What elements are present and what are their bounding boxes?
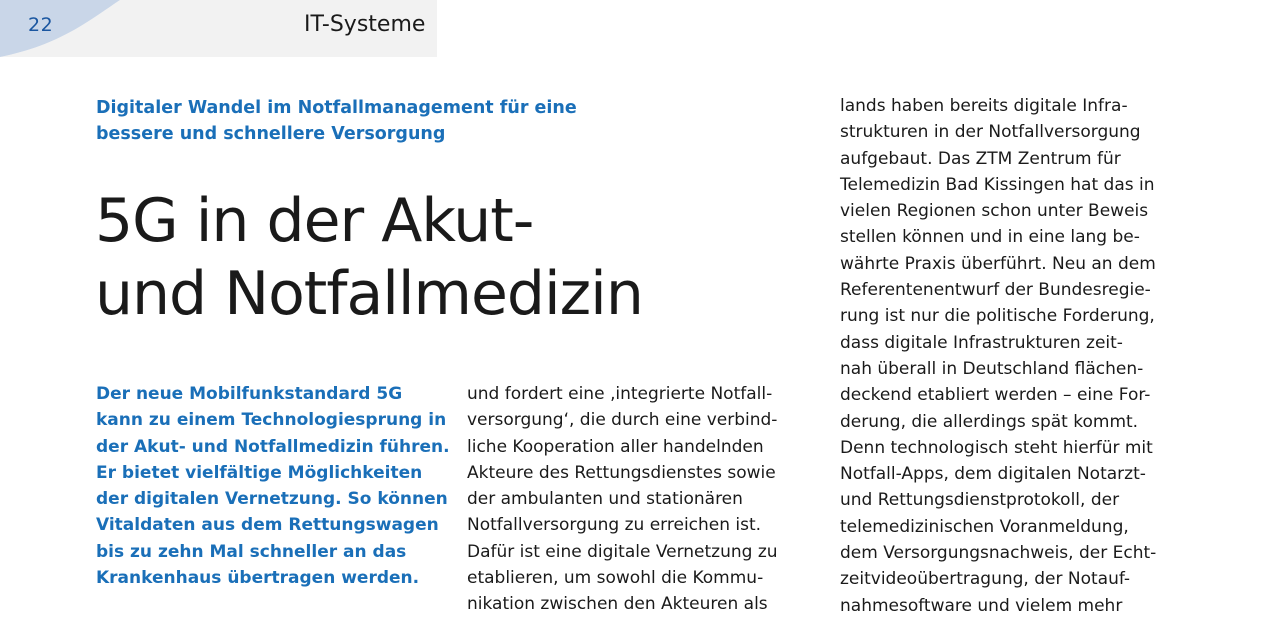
body-line: Akteure des Rettungsdienstes sowie	[467, 462, 776, 483]
body-line: dem Versorgungsnachweis, der Echt-	[840, 543, 1157, 564]
article-kicker	[96, 95, 616, 147]
kicker-line: bessere und schnellere Versorgung	[96, 124, 446, 144]
body-line: Notfallversorgung zu erreichen ist.	[467, 515, 762, 536]
body-line: versorgung‘, die durch eine verbind-	[467, 410, 778, 431]
body-line: stellen können und in eine lang be-	[840, 227, 1140, 248]
body-line: deckend etabliert werden – eine For-	[840, 385, 1151, 406]
body-line: Notfall-Apps, dem digitalen Notarzt-	[840, 464, 1146, 485]
lead-line: der Akut- und Notfallmedizin führen.	[96, 436, 450, 457]
body-line: Referentenentwurf der Bundesregie-	[840, 280, 1151, 301]
body-line: zeitvideoübertragung, der Notauf-	[840, 569, 1131, 590]
headline-line: und Notfallmedizin	[95, 259, 643, 329]
page-number: 22	[28, 14, 54, 36]
body-line: Denn technologisch steht hierfür mit	[840, 437, 1153, 458]
body-line: Dafür ist eine digitale Vernetzung zu	[467, 541, 778, 562]
middle-column-text	[467, 381, 778, 618]
body-line: liche Kooperation aller handelnden	[467, 436, 764, 457]
lead-line: Vitaldaten aus dem Rettungswagen	[96, 515, 439, 536]
header-band	[0, 0, 437, 57]
body-line: rung ist nur die politische Forderung,	[840, 306, 1155, 327]
body-line: Telemedizin Bad Kissingen hat das in	[840, 174, 1155, 195]
lead-line: Er bietet vielfältige Möglichkeiten	[96, 462, 423, 483]
body-line: nikation zwischen den Akteuren als	[467, 594, 768, 615]
body-line: und Rettungsdienstprotokoll, der	[840, 490, 1120, 511]
body-line: dass digitale Infrastrukturen zeit-	[840, 332, 1123, 353]
article-headline	[95, 185, 795, 331]
headline-line: 5G in der Akut-	[95, 186, 534, 256]
body-line: etablieren, um sowohl die Kommu-	[467, 568, 764, 589]
lead-line: bis zu zehn Mal schneller an das	[96, 541, 407, 562]
body-line: lands haben bereits digitale Infra-	[840, 96, 1128, 116]
lead-line: Der neue Mobilfunkstandard 5G	[96, 384, 403, 404]
body-line: währte Praxis überführt. Neu an dem	[840, 253, 1156, 274]
body-line: strukturen in der Notfallversorgung	[840, 122, 1141, 143]
body-line: der ambulanten und stationären	[467, 489, 743, 510]
kicker-line: Digitaler Wandel im Notfallmanagement für eine	[96, 98, 577, 118]
body-line: vielen Regionen schon unter Beweis	[840, 201, 1149, 222]
body-line: aufgebaut. Das ZTM Zentrum für	[840, 148, 1121, 169]
lead-line: Krankenhaus übertragen werden.	[96, 568, 420, 589]
body-line: derung, die allerdings spät kommt.	[840, 411, 1139, 432]
body-line: telemedizinischen Voranmeldung,	[840, 516, 1129, 537]
body-line: nahmesoftware und vielem mehr	[840, 595, 1123, 616]
body-line: nah überall in Deutschland flächen-	[840, 358, 1144, 379]
lead-paragraph	[96, 381, 450, 591]
right-column-text	[840, 93, 1156, 619]
lead-line: kann zu einem Technologiesprung in	[96, 410, 447, 431]
body-line: und fordert eine ‚integrierte Notfall-	[467, 384, 773, 404]
section-title: IT-Systeme	[304, 12, 426, 37]
lead-line: der digitalen Vernetzung. So können	[96, 489, 448, 510]
